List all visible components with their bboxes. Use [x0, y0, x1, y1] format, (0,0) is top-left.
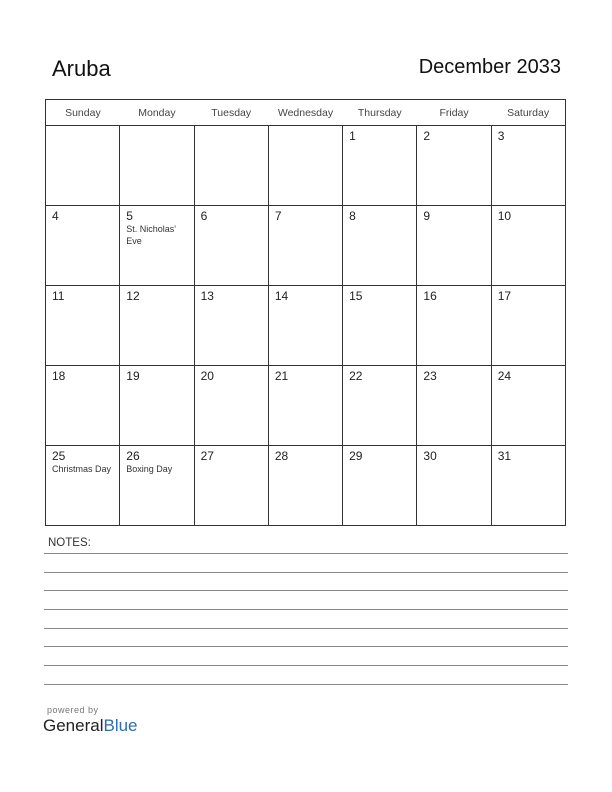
day-cell [343, 126, 417, 206]
weekday-wednesday: Wednesday [268, 100, 342, 126]
day-number: 3 [497, 129, 505, 143]
day-number: 4 [52, 209, 59, 223]
month-title: December 2033 [418, 56, 561, 78]
note-line [44, 553, 568, 554]
day-cell [491, 126, 565, 206]
note-line [44, 646, 568, 647]
day-number: 19 [126, 369, 140, 383]
day-number: 31 [497, 449, 512, 463]
weekday-sunday: Sunday [46, 100, 120, 126]
day-cell [120, 286, 194, 366]
day-cell [491, 206, 565, 286]
day-number: 8 [349, 209, 356, 223]
day-cell [268, 206, 342, 286]
day-cell [417, 126, 491, 206]
day-number: 1 [349, 129, 356, 143]
holiday-label: Christmas Day [52, 464, 112, 474]
day-number: 7 [274, 209, 282, 223]
day-number: 24 [497, 369, 512, 383]
day-cell [417, 366, 491, 446]
note-line [44, 628, 568, 629]
day-number: 10 [497, 209, 512, 223]
brand-logo [43, 716, 138, 736]
day-number: 12 [126, 289, 140, 303]
day-cell [343, 286, 417, 366]
notes-label: NOTES: [48, 537, 91, 549]
day-number: 5 [126, 209, 133, 223]
week-row [46, 366, 566, 446]
note-line [44, 665, 568, 666]
day-cell [417, 446, 491, 526]
day-number: 15 [349, 289, 363, 303]
calendar-body [46, 126, 566, 526]
day-cell [120, 366, 194, 446]
day-cell [194, 126, 268, 206]
weekday-thursday: Thursday [343, 100, 417, 126]
day-number: 9 [423, 209, 431, 223]
day-number: 21 [274, 369, 289, 383]
day-number: 30 [423, 449, 437, 463]
weekday-saturday: Saturday [491, 100, 565, 126]
day-cell [491, 366, 565, 446]
day-cell [120, 206, 194, 286]
day-cell [343, 446, 417, 526]
day-number: 26 [126, 449, 140, 463]
week-row [46, 126, 566, 206]
day-cell [194, 206, 268, 286]
day-number: 6 [200, 209, 208, 223]
day-cell [343, 366, 417, 446]
day-cell [46, 446, 120, 526]
brand-name-part2: Blue [103, 716, 138, 735]
day-cell [417, 206, 491, 286]
note-line [44, 572, 568, 573]
day-number: 2 [423, 129, 431, 143]
powered-by-text: powered by [47, 705, 99, 715]
week-row [46, 286, 566, 366]
day-number: 18 [52, 369, 66, 383]
day-cell [120, 446, 194, 526]
note-line [44, 590, 568, 591]
week-row [46, 206, 566, 286]
note-line [44, 684, 568, 685]
day-number: 29 [349, 449, 363, 463]
day-cell [46, 126, 120, 206]
day-cell [268, 286, 342, 366]
day-number: 14 [274, 289, 289, 303]
weekday-tuesday: Tuesday [194, 100, 268, 126]
country-title: Aruba [52, 56, 111, 81]
day-cell [194, 446, 268, 526]
day-number: 28 [274, 449, 289, 463]
day-cell [194, 366, 268, 446]
day-cell [491, 286, 565, 366]
calendar-grid [45, 99, 566, 526]
day-number: 13 [200, 289, 214, 303]
day-number: 16 [423, 289, 437, 303]
note-line [44, 609, 568, 610]
day-cell [46, 206, 120, 286]
day-number: 11 [52, 289, 65, 303]
day-cell [343, 206, 417, 286]
day-cell [268, 446, 342, 526]
day-cell [268, 126, 342, 206]
day-number: 22 [349, 369, 363, 383]
weekday-friday: Friday [417, 100, 491, 126]
day-number: 27 [200, 449, 214, 463]
day-number: 23 [423, 369, 437, 383]
weekday-monday: Monday [120, 100, 194, 126]
day-number: 20 [200, 369, 214, 383]
day-cell [120, 126, 194, 206]
week-row [46, 446, 566, 526]
day-cell [491, 446, 565, 526]
holiday-label: St. Nicholas' Eve [126, 224, 177, 246]
day-number: 25 [52, 449, 66, 463]
brand-name-part1: General [43, 716, 104, 735]
day-cell [194, 286, 268, 366]
holiday-label: Boxing Day [126, 464, 173, 474]
day-number: 17 [497, 289, 512, 303]
day-cell [46, 286, 120, 366]
day-cell [268, 366, 342, 446]
day-cell [417, 286, 491, 366]
weekday-header-row [46, 100, 566, 126]
day-cell [46, 366, 120, 446]
